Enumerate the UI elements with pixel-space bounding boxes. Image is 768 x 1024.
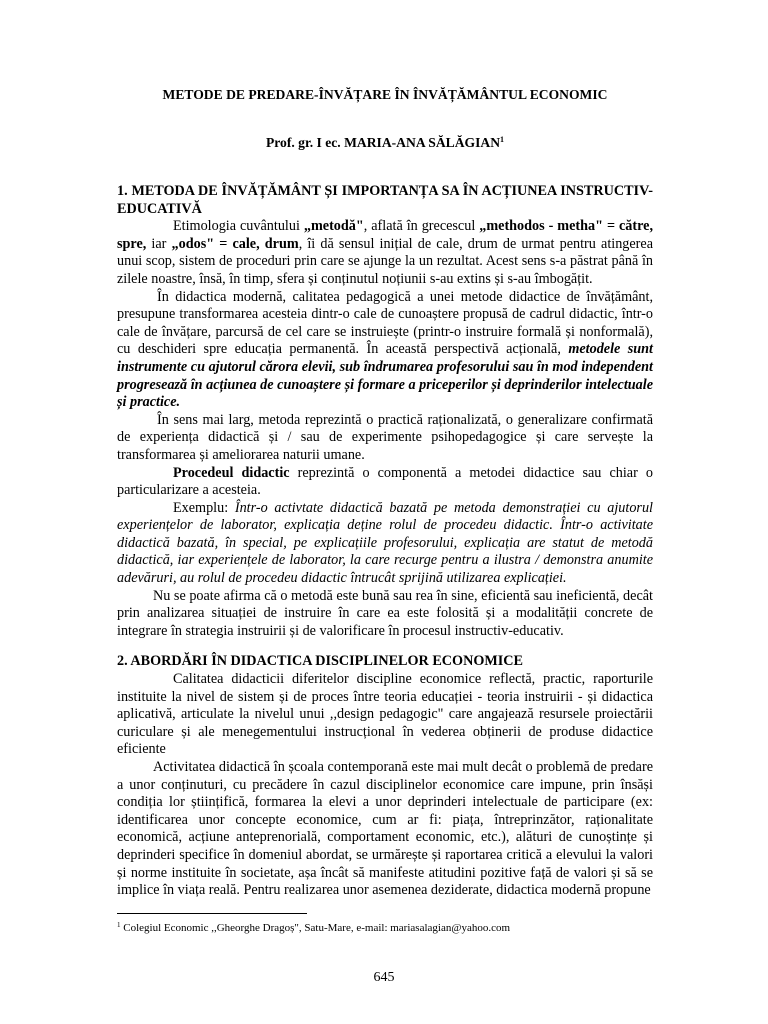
paragraph: Calitatea didacticii diferitelor discipline economice reflectă, practic, raporturile instituite la nivel de sistem și de proces între teoria educației - teoria instruirii - și didactica aplicativă, articulate la nivelul unui ,,design pedagogic" care angajează resursele proiectării curiculare și ale menegementului instrucțional în vederea obținerii de produse didactice eficiente: [117, 671, 653, 758]
author-line: [117, 135, 653, 151]
paragraph: Exemplu: Într-o activtate didactică bazată pe metoda demonstrației cu ajutorul experiențelor de laborator, explicația deține rolul de procedeu didactic. Într-o activitate didactică bazată, în special, pe explicațiile profesorului, explicația are statut de metodă didactică, iar experiențele de laborator, la care recurge pentru a ilustra / demonstra anumite adevăruri, au rolul de procedeu didactic întrucât sprijină utilizarea explicației.: [117, 499, 653, 587]
section-heading-2: 2. ABORDĂRI ÎN DIDACTICA DISCIPLINELOR ECONOMICE: [117, 653, 523, 670]
section-heading-1: 1. METODA DE ÎNVĂȚĂMÂNT ȘI IMPORTANȚA SA ÎN ACȚIUNEA INSTRUCTIV-EDUCATIVĂ: [117, 183, 653, 217]
paragraph: Procedeul didactic reprezintă o componentă a metodei didactice sau chiar o particularizare a acesteia.: [117, 464, 653, 499]
paragraph: Etimologia cuvântului „metodă", aflată în grecescul „methodos - metha" = către, spre, iar „odos" = cale, drum, îi dă sensul inițial de cale, drum de urmat pentru atingerea unui scop, sistem de proceduri prin care se ajunge la un rezultat. Acest sens s-a păstrat până în zilele noastre, însă, în timp, sfera și conținutul noțiunii s-au extins și s-au îmbogățit.: [117, 218, 654, 287]
page-number: 645: [373, 970, 395, 985]
paragraph: Nu se poate afirma că o metodă este bună sau rea în sine, eficientă sau ineficientă, decât prin analizarea situației de instruire în care ea este folosită și a modalității concrete de integrare în strategia instruirii și de valorificare în procesul instructiv-educativ.: [117, 587, 653, 639]
footnote-marker: 1: [500, 135, 505, 144]
paragraph: În didactica modernă, calitatea pedagogică a unei metode didactice de învățământ, presupune transformarea acesteia dintr-o cale de cunoaștere propusă de cadrul didactic, într-o cale de învățare, parcursă de cel care se instruiește (printr-o instruire formală și nonformală), cu deschideri spre educația permanentă. În această perspectivă acțională, metodele sunt instrumente cu ajutorul cărora elevii, sub îndrumarea profesorului sau în mod independent progresează în acțiunea de cunoaștere și formare a priceperilor și deprinderilor intelectuale și practice.: [117, 288, 654, 411]
author-name: Prof. gr. I ec. MARIA-ANA SĂLĂGIAN: [265, 135, 501, 150]
article-body: [117, 183, 653, 900]
footnote: [117, 921, 653, 934]
footnote-separator: [117, 913, 307, 914]
paper-title: METODE DE PREDARE-ÎNVĂȚARE ÎN ÎNVĂȚĂMÂNTUL ECONOMIC: [162, 87, 608, 102]
paragraph: Activitatea didactică în școala contemporană este mai mult decât o problemă de predare a unor conținuturi, cu precădere în cazul disciplinelor economice care impune, prin însăși condiția lor științifică, formarea la elevi a unor deprinderi intelectuale de participare (ex: identificarea unor concepte economice, cum ar fi: piața, întreprinzător, raționalitate economică, acțiune anteprenorială, comportament economic, etc.), alături de cunoștințe și deprinderi specifice în domeniul abordat, se urmărește și raportarea critică a elevului la valori și norme instituite în societate, așa încât să manifeste atitudini pozitive față de valori și să se implice în viața reală. Pentru realizarea unor asemenea deziderate, didactica modernă propune: [117, 759, 653, 899]
footnote-text: Colegiul Economic ,,Gheorghe Dragoș", Satu-Mare, e-mail: mariasalagian@yahoo.com: [120, 922, 511, 934]
footnote-number: 1: [117, 921, 121, 929]
paragraph: În sens mai larg, metoda reprezintă o practică raționalizată, o generalizare confirmată de experiența didactică și / sau de experimente psihopedagogice și care servește la transformarea și ameliorarea naturii umane.: [117, 411, 653, 463]
